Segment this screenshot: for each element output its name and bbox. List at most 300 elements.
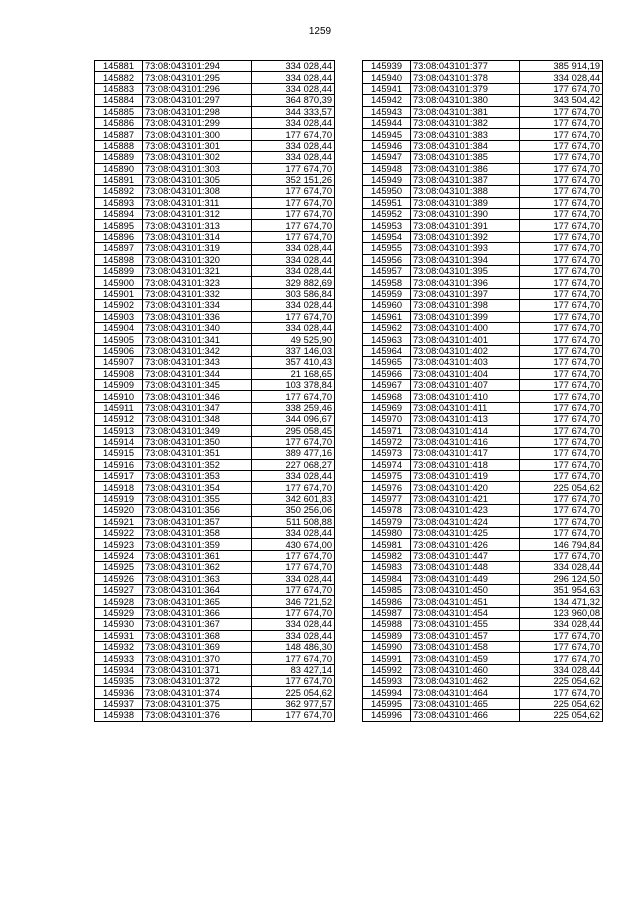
cadastral-number-cell: 73:08:043101:332 — [143, 288, 252, 299]
row-number-cell: 145947 — [363, 152, 411, 163]
table-row — [363, 322, 603, 333]
row-number-cell: 145981 — [363, 539, 411, 550]
cadastral-number-cell: 73:08:043101:298 — [143, 106, 252, 117]
value-cell: 177 674,70 — [520, 357, 603, 368]
row-number-cell: 145962 — [363, 322, 411, 333]
value-cell: 177 674,70 — [520, 414, 603, 425]
row-number-cell: 145953 — [363, 220, 411, 231]
row-number-cell: 145990 — [363, 641, 411, 652]
value-cell: 177 674,70 — [520, 653, 603, 664]
table-row — [363, 391, 603, 402]
cadastral-number-cell: 73:08:043101:320 — [143, 254, 252, 265]
table-row — [363, 698, 603, 709]
cadastral-number-cell: 73:08:043101:421 — [411, 493, 520, 504]
table-row — [95, 379, 335, 390]
row-number-cell: 145965 — [363, 357, 411, 368]
cadastral-number-cell: 73:08:043101:465 — [411, 698, 520, 709]
row-number-cell: 145910 — [95, 391, 143, 402]
table-row — [363, 266, 603, 277]
cadastral-number-cell: 73:08:043101:334 — [143, 300, 252, 311]
cadastral-number-cell: 73:08:043101:314 — [143, 231, 252, 242]
cadastral-number-cell: 73:08:043101:349 — [143, 425, 252, 436]
table-row — [363, 562, 603, 573]
cadastral-number-cell: 73:08:043101:404 — [411, 368, 520, 379]
row-number-cell: 145967 — [363, 379, 411, 390]
row-number-cell: 145938 — [95, 710, 143, 721]
value-cell: 177 674,70 — [252, 482, 335, 493]
value-cell: 177 674,70 — [520, 300, 603, 311]
cadastral-number-cell: 73:08:043101:389 — [411, 197, 520, 208]
row-number-cell: 145980 — [363, 528, 411, 539]
value-cell: 177 674,70 — [520, 448, 603, 459]
table-row — [363, 425, 603, 436]
value-cell: 177 674,70 — [252, 436, 335, 447]
row-number-cell: 145984 — [363, 573, 411, 584]
cadastral-number-cell: 73:08:043101:466 — [411, 710, 520, 721]
table-row — [95, 106, 335, 117]
row-number-cell: 145916 — [95, 459, 143, 470]
value-cell: 177 674,70 — [520, 516, 603, 527]
table-row — [363, 220, 603, 231]
cadastral-number-cell: 73:08:043101:297 — [143, 95, 252, 106]
value-cell: 177 674,70 — [520, 231, 603, 242]
value-cell: 177 674,70 — [520, 459, 603, 470]
table-row — [95, 539, 335, 550]
table-row — [363, 607, 603, 618]
row-number-cell: 145996 — [363, 710, 411, 721]
cadastral-number-cell: 73:08:043101:399 — [411, 311, 520, 322]
table-row — [363, 209, 603, 220]
cadastral-number-cell: 73:08:043101:356 — [143, 505, 252, 516]
table-row — [95, 288, 335, 299]
table-row — [363, 459, 603, 470]
row-number-cell: 145949 — [363, 174, 411, 185]
table-row — [95, 698, 335, 709]
table-row — [363, 539, 603, 550]
value-cell: 177 674,70 — [520, 493, 603, 504]
cadastral-number-cell: 73:08:043101:347 — [143, 402, 252, 413]
cadastral-number-cell: 73:08:043101:312 — [143, 209, 252, 220]
row-number-cell: 145957 — [363, 266, 411, 277]
table-row — [363, 357, 603, 368]
value-cell: 329 882,69 — [252, 277, 335, 288]
table-row — [363, 277, 603, 288]
table-row — [95, 231, 335, 242]
row-number-cell: 145970 — [363, 414, 411, 425]
cadastral-number-cell: 73:08:043101:377 — [411, 61, 520, 72]
row-number-cell: 145908 — [95, 368, 143, 379]
row-number-cell: 145888 — [95, 140, 143, 151]
row-number-cell: 145918 — [95, 482, 143, 493]
row-number-cell: 145982 — [363, 550, 411, 561]
table-row — [363, 61, 603, 72]
table-row — [95, 414, 335, 425]
cadastral-number-cell: 73:08:043101:368 — [143, 630, 252, 641]
value-cell: 334 028,44 — [520, 72, 603, 83]
table-row — [363, 288, 603, 299]
cadastral-number-cell: 73:08:043101:383 — [411, 129, 520, 140]
row-number-cell: 145939 — [363, 61, 411, 72]
table-row — [95, 653, 335, 664]
table-row — [95, 300, 335, 311]
table-row — [363, 630, 603, 641]
row-number-cell: 145912 — [95, 414, 143, 425]
table-row — [363, 186, 603, 197]
value-cell: 177 674,70 — [520, 140, 603, 151]
page-number: 1259 — [308, 26, 332, 37]
table-row — [95, 687, 335, 698]
value-cell: 49 525,90 — [252, 334, 335, 345]
value-cell: 343 504,42 — [520, 95, 603, 106]
row-number-cell: 145928 — [95, 596, 143, 607]
cadastral-number-cell: 73:08:043101:455 — [411, 619, 520, 630]
cadastral-number-cell: 73:08:043101:375 — [143, 698, 252, 709]
row-number-cell: 145931 — [95, 630, 143, 641]
table-row — [363, 664, 603, 675]
value-cell: 177 674,70 — [520, 322, 603, 333]
cadastral-number-cell: 73:08:043101:395 — [411, 266, 520, 277]
value-cell: 177 674,70 — [520, 505, 603, 516]
row-number-cell: 145930 — [95, 619, 143, 630]
table-row — [363, 379, 603, 390]
cadastral-number-cell: 73:08:043101:350 — [143, 436, 252, 447]
cadastral-number-cell: 73:08:043101:305 — [143, 174, 252, 185]
value-cell: 344 096,67 — [252, 414, 335, 425]
row-number-cell: 145954 — [363, 231, 411, 242]
table-row — [95, 95, 335, 106]
row-number-cell: 145963 — [363, 334, 411, 345]
row-number-cell: 145959 — [363, 288, 411, 299]
value-cell: 177 674,70 — [252, 676, 335, 687]
row-number-cell: 145944 — [363, 117, 411, 128]
cadastral-number-cell: 73:08:043101:460 — [411, 664, 520, 675]
row-number-cell: 145896 — [95, 231, 143, 242]
table-row — [363, 584, 603, 595]
row-number-cell: 145945 — [363, 129, 411, 140]
table-row — [95, 243, 335, 254]
value-cell: 177 674,70 — [520, 152, 603, 163]
cadastral-number-cell: 73:08:043101:419 — [411, 471, 520, 482]
cadastral-number-cell: 73:08:043101:370 — [143, 653, 252, 664]
cadastral-number-cell: 73:08:043101:416 — [411, 436, 520, 447]
value-cell: 177 674,70 — [520, 345, 603, 356]
value-cell: 334 028,44 — [252, 528, 335, 539]
value-cell: 177 674,70 — [252, 653, 335, 664]
value-cell: 177 674,70 — [252, 220, 335, 231]
cadastral-number-cell: 73:08:043101:382 — [411, 117, 520, 128]
value-cell: 334 028,44 — [252, 140, 335, 151]
value-cell: 177 674,70 — [252, 163, 335, 174]
cadastral-number-cell: 73:08:043101:354 — [143, 482, 252, 493]
table-row — [363, 596, 603, 607]
row-number-cell: 145932 — [95, 641, 143, 652]
cadastral-number-cell: 73:08:043101:423 — [411, 505, 520, 516]
row-number-cell: 145968 — [363, 391, 411, 402]
table-row — [95, 197, 335, 208]
table-row — [95, 630, 335, 641]
value-cell: 177 674,70 — [520, 117, 603, 128]
row-number-cell: 145889 — [95, 152, 143, 163]
row-number-cell: 145892 — [95, 186, 143, 197]
value-cell: 430 674,00 — [252, 539, 335, 550]
table-row — [363, 95, 603, 106]
value-cell: 225 054,62 — [252, 687, 335, 698]
table-row — [363, 83, 603, 94]
table-row — [95, 596, 335, 607]
cadastral-number-cell: 73:08:043101:396 — [411, 277, 520, 288]
cadastral-number-cell: 73:08:043101:413 — [411, 414, 520, 425]
cadastral-number-cell: 73:08:043101:454 — [411, 607, 520, 618]
table-row — [363, 550, 603, 561]
row-number-cell: 145958 — [363, 277, 411, 288]
table-row — [95, 676, 335, 687]
cadastral-number-cell: 73:08:043101:384 — [411, 140, 520, 151]
value-cell: 177 674,70 — [520, 220, 603, 231]
table-row — [363, 152, 603, 163]
cadastral-number-cell: 73:08:043101:391 — [411, 220, 520, 231]
cadastral-number-cell: 73:08:043101:295 — [143, 72, 252, 83]
cadastral-number-cell: 73:08:043101:319 — [143, 243, 252, 254]
table-row — [95, 186, 335, 197]
value-cell: 83 427,14 — [252, 664, 335, 675]
cadastral-number-cell: 73:08:043101:321 — [143, 266, 252, 277]
value-cell: 177 674,70 — [520, 379, 603, 390]
value-cell: 177 674,70 — [520, 402, 603, 413]
value-cell: 334 028,44 — [252, 300, 335, 311]
cadastral-number-cell: 73:08:043101:451 — [411, 596, 520, 607]
cadastral-number-cell: 73:08:043101:449 — [411, 573, 520, 584]
value-cell: 177 674,70 — [520, 630, 603, 641]
row-number-cell: 145904 — [95, 322, 143, 333]
cadastral-number-cell: 73:08:043101:418 — [411, 459, 520, 470]
cadastral-number-cell: 73:08:043101:365 — [143, 596, 252, 607]
cadastral-number-cell: 73:08:043101:364 — [143, 584, 252, 595]
table-row — [95, 72, 335, 83]
table-row — [95, 459, 335, 470]
table-row — [363, 197, 603, 208]
row-number-cell: 145942 — [363, 95, 411, 106]
left-table — [94, 60, 335, 722]
table-row — [95, 61, 335, 72]
cadastral-number-cell: 73:08:043101:425 — [411, 528, 520, 539]
table-row — [363, 414, 603, 425]
row-number-cell: 145934 — [95, 664, 143, 675]
table-row — [95, 562, 335, 573]
row-number-cell: 145960 — [363, 300, 411, 311]
table-row — [95, 425, 335, 436]
cadastral-number-cell: 73:08:043101:323 — [143, 277, 252, 288]
table-row — [95, 117, 335, 128]
value-cell: 225 054,62 — [520, 710, 603, 721]
value-cell: 338 259,46 — [252, 402, 335, 413]
value-cell: 334 028,44 — [252, 266, 335, 277]
row-number-cell: 145911 — [95, 402, 143, 413]
cadastral-number-cell: 73:08:043101:386 — [411, 163, 520, 174]
value-cell: 177 674,70 — [520, 186, 603, 197]
table-row — [363, 516, 603, 527]
table-row — [363, 163, 603, 174]
value-cell: 334 028,44 — [252, 573, 335, 584]
table-row — [363, 311, 603, 322]
cadastral-number-cell: 73:08:043101:300 — [143, 129, 252, 140]
table-row — [95, 163, 335, 174]
table-row — [363, 300, 603, 311]
cadastral-number-cell: 73:08:043101:400 — [411, 322, 520, 333]
cadastral-number-cell: 73:08:043101:447 — [411, 550, 520, 561]
row-number-cell: 145974 — [363, 459, 411, 470]
table-row — [363, 436, 603, 447]
value-cell: 352 151,26 — [252, 174, 335, 185]
value-cell: 344 333,57 — [252, 106, 335, 117]
cadastral-number-cell: 73:08:043101:351 — [143, 448, 252, 459]
value-cell: 225 054,62 — [520, 482, 603, 493]
value-cell: 177 674,70 — [252, 550, 335, 561]
value-cell: 334 028,44 — [252, 72, 335, 83]
cadastral-number-cell: 73:08:043101:301 — [143, 140, 252, 151]
table-row — [95, 209, 335, 220]
table-row — [95, 311, 335, 322]
cadastral-number-cell: 73:08:043101:398 — [411, 300, 520, 311]
table-row — [95, 220, 335, 231]
row-number-cell: 145961 — [363, 311, 411, 322]
value-cell: 303 586,84 — [252, 288, 335, 299]
row-number-cell: 145976 — [363, 482, 411, 493]
table-row — [363, 687, 603, 698]
cadastral-number-cell: 73:08:043101:361 — [143, 550, 252, 561]
value-cell: 177 674,70 — [520, 277, 603, 288]
row-number-cell: 145977 — [363, 493, 411, 504]
table-row — [95, 505, 335, 516]
table-row — [363, 368, 603, 379]
value-cell: 177 674,70 — [520, 641, 603, 652]
value-cell: 334 028,44 — [252, 630, 335, 641]
value-cell: 177 674,70 — [252, 186, 335, 197]
table-row — [363, 619, 603, 630]
value-cell: 334 028,44 — [252, 117, 335, 128]
table-row — [95, 641, 335, 652]
cadastral-number-cell: 73:08:043101:294 — [143, 61, 252, 72]
cadastral-number-cell: 73:08:043101:376 — [143, 710, 252, 721]
table-row — [363, 641, 603, 652]
value-cell: 177 674,70 — [520, 243, 603, 254]
cadastral-number-cell: 73:08:043101:296 — [143, 83, 252, 94]
value-cell: 177 674,70 — [252, 710, 335, 721]
cadastral-number-cell: 73:08:043101:387 — [411, 174, 520, 185]
row-number-cell: 145992 — [363, 664, 411, 675]
row-number-cell: 145887 — [95, 129, 143, 140]
value-cell: 225 054,62 — [520, 676, 603, 687]
cadastral-number-cell: 73:08:043101:343 — [143, 357, 252, 368]
left-table-body — [95, 61, 335, 722]
cadastral-number-cell: 73:08:043101:410 — [411, 391, 520, 402]
table-row — [363, 710, 603, 721]
row-number-cell: 145985 — [363, 584, 411, 595]
cadastral-number-cell: 73:08:043101:426 — [411, 539, 520, 550]
table-row — [363, 243, 603, 254]
cadastral-number-cell: 73:08:043101:348 — [143, 414, 252, 425]
row-number-cell: 145897 — [95, 243, 143, 254]
value-cell: 227 068,27 — [252, 459, 335, 470]
cadastral-number-cell: 73:08:043101:424 — [411, 516, 520, 527]
row-number-cell: 145991 — [363, 653, 411, 664]
table-row — [95, 152, 335, 163]
table-row — [95, 277, 335, 288]
cadastral-number-cell: 73:08:043101:374 — [143, 687, 252, 698]
value-cell: 177 674,70 — [520, 209, 603, 220]
table-row — [363, 117, 603, 128]
table-row — [95, 584, 335, 595]
table-row — [363, 528, 603, 539]
row-number-cell: 145994 — [363, 687, 411, 698]
value-cell: 177 674,70 — [520, 106, 603, 117]
row-number-cell: 145907 — [95, 357, 143, 368]
cadastral-number-cell: 73:08:043101:417 — [411, 448, 520, 459]
cadastral-number-cell: 73:08:043101:362 — [143, 562, 252, 573]
cadastral-number-cell: 73:08:043101:371 — [143, 664, 252, 675]
value-cell: 177 674,70 — [520, 334, 603, 345]
row-number-cell: 145955 — [363, 243, 411, 254]
cadastral-number-cell: 73:08:043101:358 — [143, 528, 252, 539]
row-number-cell: 145893 — [95, 197, 143, 208]
value-cell: 295 058,45 — [252, 425, 335, 436]
cadastral-number-cell: 73:08:043101:372 — [143, 676, 252, 687]
row-number-cell: 145946 — [363, 140, 411, 151]
value-cell: 334 028,44 — [252, 254, 335, 265]
row-number-cell: 145899 — [95, 266, 143, 277]
table-row — [363, 106, 603, 117]
value-cell: 334 028,44 — [520, 619, 603, 630]
cadastral-number-cell: 73:08:043101:403 — [411, 357, 520, 368]
value-cell: 177 674,70 — [252, 607, 335, 618]
cadastral-number-cell: 73:08:043101:407 — [411, 379, 520, 390]
table-row — [95, 140, 335, 151]
row-number-cell: 145922 — [95, 528, 143, 539]
value-cell: 177 674,70 — [520, 163, 603, 174]
row-number-cell: 145920 — [95, 505, 143, 516]
row-number-cell: 145986 — [363, 596, 411, 607]
cadastral-number-cell: 73:08:043101:390 — [411, 209, 520, 220]
value-cell: 296 124,50 — [520, 573, 603, 584]
table-row — [95, 573, 335, 584]
cadastral-number-cell: 73:08:043101:385 — [411, 152, 520, 163]
row-number-cell: 145901 — [95, 288, 143, 299]
row-number-cell: 145894 — [95, 209, 143, 220]
cadastral-number-cell: 73:08:043101:313 — [143, 220, 252, 231]
value-cell: 177 674,70 — [520, 391, 603, 402]
table-row — [363, 254, 603, 265]
row-number-cell: 145993 — [363, 676, 411, 687]
right-table — [362, 60, 603, 722]
value-cell: 362 977,57 — [252, 698, 335, 709]
value-cell: 385 914,19 — [520, 61, 603, 72]
table-row — [363, 231, 603, 242]
cadastral-number-cell: 73:08:043101:414 — [411, 425, 520, 436]
row-number-cell: 145900 — [95, 277, 143, 288]
row-number-cell: 145925 — [95, 562, 143, 573]
cadastral-number-cell: 73:08:043101:352 — [143, 459, 252, 470]
row-number-cell: 145936 — [95, 687, 143, 698]
value-cell: 334 028,44 — [252, 322, 335, 333]
value-cell: 177 674,70 — [520, 436, 603, 447]
value-cell: 177 674,70 — [520, 83, 603, 94]
cadastral-number-cell: 73:08:043101:379 — [411, 83, 520, 94]
row-number-cell: 145978 — [363, 505, 411, 516]
value-cell: 177 674,70 — [520, 471, 603, 482]
cadastral-number-cell: 73:08:043101:411 — [411, 402, 520, 413]
value-cell: 511 508,88 — [252, 516, 335, 527]
value-cell: 177 674,70 — [252, 209, 335, 220]
cadastral-number-cell: 73:08:043101:448 — [411, 562, 520, 573]
